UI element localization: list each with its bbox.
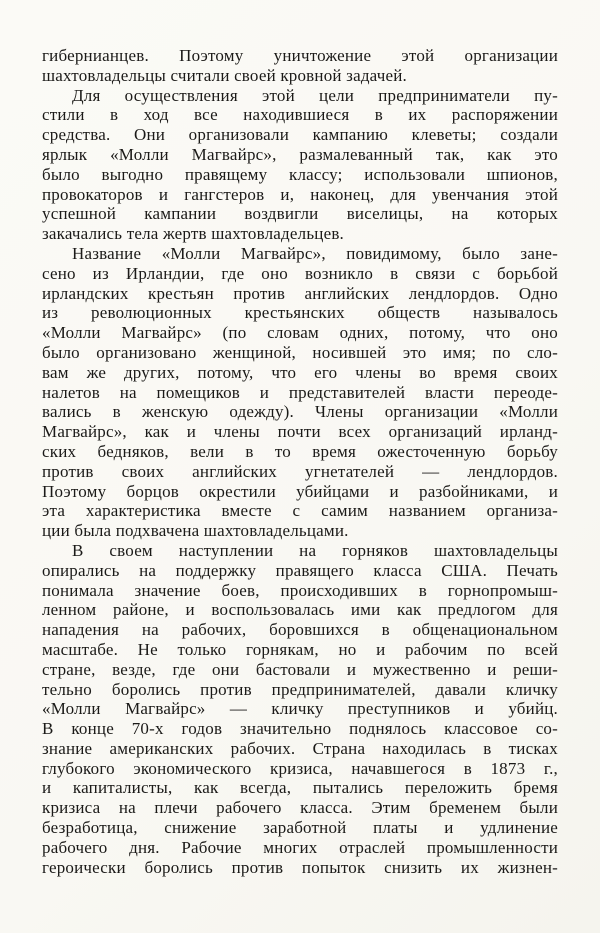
text-line: из революционных крестьянских обществ называлось (42, 303, 558, 323)
text-line: успешной кампании воздвигли виселицы, на которых (42, 204, 558, 224)
text-line: вам же других, потому, что его члены во время своих (42, 362, 558, 382)
paragraph (42, 46, 558, 86)
text-line: вались в женскую одежду). Члены организации «Молли (42, 402, 558, 422)
text-line: глубокого экономического кризиса, начавшегося в 1873 г., (42, 758, 558, 778)
paragraph (42, 244, 558, 541)
text-line: гибернианцев. Поэтому уничтожение этой организации (42, 46, 558, 65)
text-line: ярлык «Молли Магвайрс», размалеванный так, как это (42, 144, 558, 164)
text-block (42, 46, 558, 877)
text-line: стили в ход все находившиеся в их распоряжении (42, 105, 558, 125)
text-line: ских бедняков, вели в то время ожесточенную борьбу (42, 441, 558, 461)
text-line: закачались тела жертв шахтовладельцев. (42, 224, 345, 244)
text-line: рабочего дня. Рабочие многих отраслей промышленности (42, 837, 558, 857)
text-line: В своем наступлении на горняков шахтовладельцы (72, 540, 558, 560)
text-line: безработица, снижение заработной платы и удлинение (42, 818, 558, 838)
text-line: было организовано женщиной, носившей это имя; по сло- (42, 342, 558, 362)
text-line: было выгодно правящему классу; использовали шпионов, (42, 164, 558, 184)
text-line: Для осуществления этой цели предприниматели пу- (72, 85, 558, 105)
text-line: эта характеристика вместе с самим названием организа- (42, 501, 558, 521)
text-line: понимала значение боев, происходивших в горнопромыш- (42, 580, 558, 600)
text-line: Магвайрс», как и члены почти всех организаций ирланд- (42, 422, 558, 442)
text-line: нападения на рабочих, боровшихся в общенациональном (42, 620, 558, 640)
text-line: тельно боролись против предпринимателей, давали кличку (42, 679, 558, 699)
text-line: ции была подхвачена шахтовладельцами. (42, 521, 349, 541)
text-line: против своих английских угнетателей — лендлордов. (42, 461, 558, 481)
text-line: ирландских крестьян против английских лендлордов. Одно (42, 283, 558, 303)
text-line: кризиса на плечи рабочего класса. Этим бременем были (42, 798, 558, 818)
text-line: опирались на поддержку правящего класса США. Печать (42, 560, 558, 580)
text-line: масштабе. Не только горнякам, но и рабочим по всей (42, 639, 558, 659)
text-line: сено из Ирландии, где оно возникло в связи с борьбой (42, 263, 558, 283)
text-line: и капиталисты, как всегда, пытались переложить бремя (42, 778, 558, 798)
text-line: средства. Они организовали кампанию клеветы; создали (42, 125, 558, 145)
text-line: Поэтому борцов окрестили убийцами и разбойниками, и (42, 481, 558, 501)
text-line: героически боролись против попыток снизить их жизнен- (42, 857, 558, 877)
paragraph (42, 86, 558, 244)
text-line: знание американских рабочих. Страна находилась в тисках (42, 738, 558, 758)
text-line: провокаторов и гангстеров и, наконец, для увенчания этой (42, 184, 558, 204)
text-line: стране, везде, где они бастовали и мужественно и реши- (42, 659, 558, 679)
text-line: шахтовладельцы считали своей кровной задачей. (42, 65, 407, 85)
paragraph (42, 541, 558, 878)
text-line: «Молли Магвайрс» (по словам одних, потому, что оно (42, 323, 558, 343)
text-line: Название «Молли Магвайрс», повидимому, было зане- (72, 243, 558, 263)
text-line: «Молли Магвайрс» — кличку преступников и убийц. (42, 699, 558, 719)
text-line: В конце 70-х годов значительно поднялось классовое со- (42, 719, 558, 739)
text-line: ленном районе, и воспользовалась ими как предлогом для (42, 600, 558, 620)
text-line: налетов на помещиков и представителей власти переоде- (42, 382, 558, 402)
